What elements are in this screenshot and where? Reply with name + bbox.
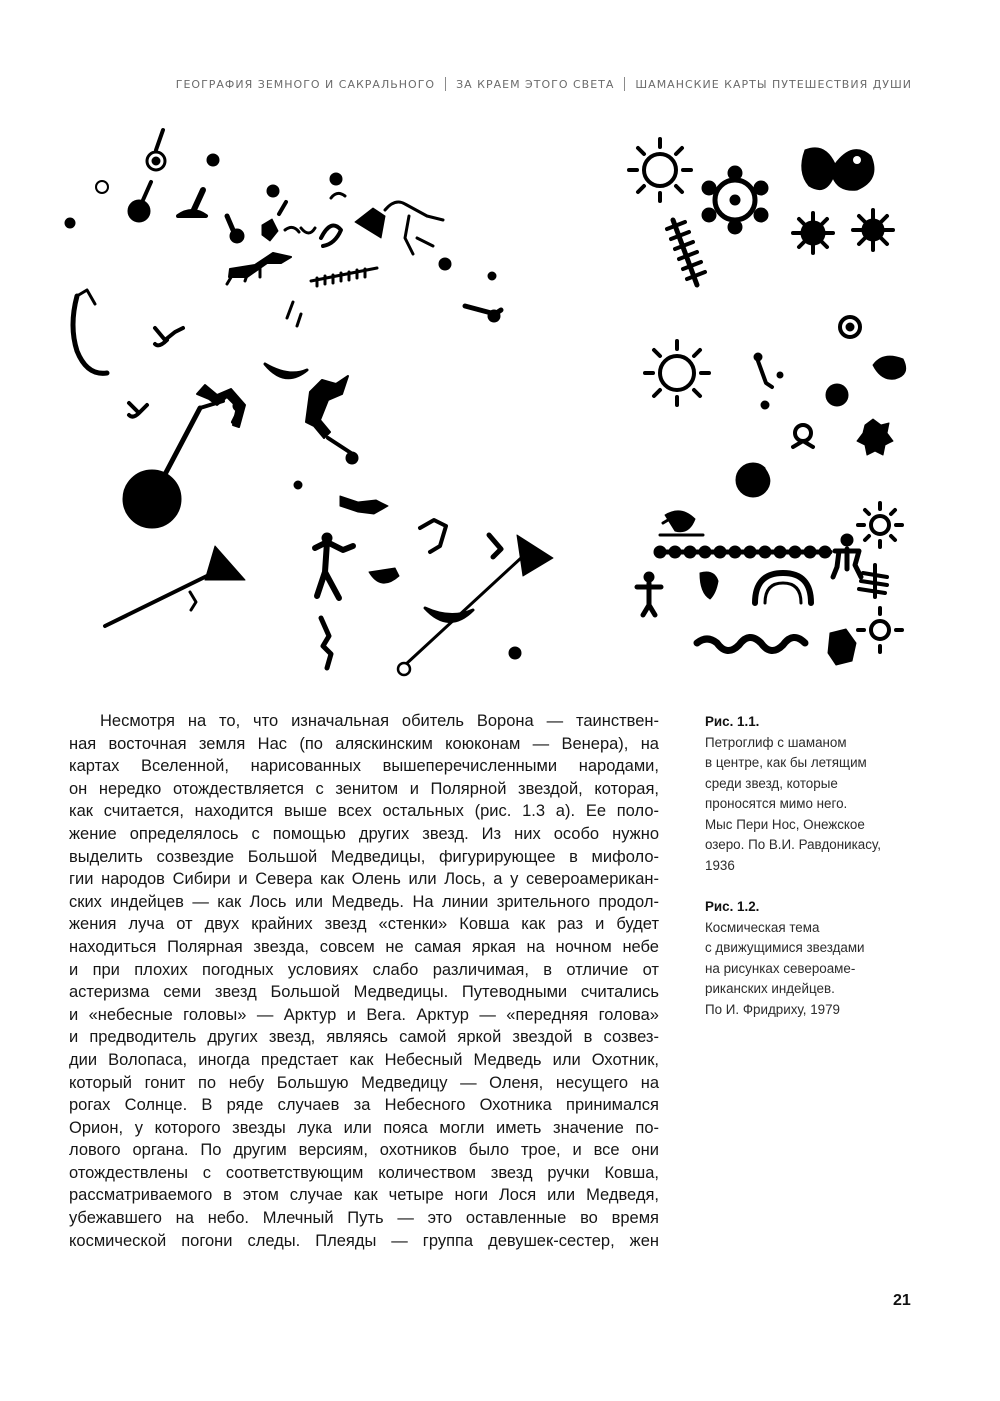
- body-line: рогах Солнце. В ряде случаев за Небесного Охотника принимался: [69, 1096, 659, 1115]
- caption-line: риканских индейцев.: [705, 981, 835, 996]
- body-line: Несмотря на то, что изначальная обитель Ворона — таинствен-: [100, 712, 659, 730]
- caption-line: среди звезд, которые: [705, 775, 838, 791]
- body-line: гии народов Сибири и Севера как Олень или Лось, а у североамерикан-: [69, 870, 659, 889]
- caption-line: Мыс Пери Нос, Онежское: [705, 816, 865, 832]
- body-line: рассматриваемого в этом случае как четыре ноги Лося или Медведя,: [69, 1186, 659, 1205]
- caption-title: Рис. 1.2.: [705, 899, 760, 914]
- caption-title: Рис. 1.1.: [705, 714, 760, 729]
- body-line: убежавшего на небо. Млечный Путь — это оставленные во время: [69, 1209, 659, 1228]
- caption-figure-1-2: [705, 897, 910, 1020]
- figure-1-1-petroglyph: [55, 118, 555, 688]
- body-line: лового органа. По другим версиям, охотников было трое, и все они: [69, 1141, 659, 1160]
- caption-line: 1936: [705, 857, 735, 873]
- body-line: ских индейцев — как Лось или Медведь. На линии зрительного продол-: [69, 892, 659, 911]
- header-divider: [445, 77, 446, 91]
- body-line: который гонит по небу Большую Медведицу — Оленя, несущего на: [69, 1073, 659, 1092]
- cosmic-drawings: [625, 125, 925, 680]
- caption-line: в центре, как бы летящим: [705, 755, 867, 770]
- body-line: космической погони следы. Плеяды — группа девушек-сестер, жен: [69, 1231, 659, 1250]
- caption-line: Петроглиф с шаманом: [705, 734, 847, 750]
- body-line: Орион, у которого звезды лука или пояса могли иметь значение по-: [69, 1118, 659, 1137]
- caption-line: проносятся мимо него.: [705, 796, 848, 811]
- page-number: 21: [893, 1292, 911, 1309]
- body-line: он нередко отождествляется с зенитом и Полярной звездой, которая,: [69, 779, 659, 798]
- header-section-shamanic-maps: ШАМАНСКИЕ КАРТЫ ПУТЕШЕСТВИЯ ДУШИ: [635, 78, 912, 91]
- body-line: жение определялось с помощью других звезд. Из них особо нужно: [69, 824, 659, 843]
- body-line: отождествлены с соответствующим количеством звезд ручки Ковша,: [69, 1163, 659, 1182]
- body-line: и «небесные головы» — Арктур и Вега. Арктур — «передняя голова»: [69, 1005, 659, 1024]
- caption-line: озеро. По В.И. Равдоникасу,: [705, 837, 881, 852]
- figure-1-2-cosmic-drawings: [625, 125, 925, 680]
- body-text: [69, 710, 659, 1252]
- caption-figure-1-1: [705, 712, 910, 876]
- body-line: картах Вселенной, нарисованных вышеперечисленными народами,: [69, 757, 659, 776]
- body-line: как считается, находится выше всех остальных (рис. 1.3 а). Ее поло-: [69, 802, 659, 821]
- body-line: и предводитель других звезд, являясь самой яркой звездой в созвез-: [69, 1028, 659, 1047]
- caption-line: с движущимися звездами: [705, 940, 865, 955]
- body-line: жения луча от двух крайних звезд «стенки» Ковша как раз и будет: [69, 915, 659, 934]
- body-line: находиться Полярная звезда, совсем не самая яркая на ночном небе: [69, 937, 659, 956]
- body-line: выделить созвездие Большой Медведицы, фигурирующее в мифоло-: [69, 847, 659, 866]
- body-line: астеризма семи звезд Большой Медведицы. Путеводными считались: [69, 983, 659, 1002]
- body-line: и при плохих погодных условиях слабо различимая, в отличие от: [69, 960, 659, 979]
- header-section-beyond: ЗА КРАЕМ ЭТОГО СВЕТА: [456, 78, 615, 91]
- header-section-geography: ГЕОГРАФИЯ ЗЕМНОГО И САКРАЛЬНОГО: [175, 78, 436, 91]
- header-divider: [624, 77, 625, 91]
- running-header: [176, 77, 912, 91]
- caption-line: Космическая тема: [705, 919, 820, 935]
- caption-line: По И. Фридриху, 1979: [705, 1001, 840, 1017]
- body-line: ная восточная земля Нас (по аляскинским коюконам — Венера), на: [69, 734, 659, 753]
- petroglyph-drawing: [55, 118, 555, 688]
- caption-line: на рисунках североаме-: [705, 960, 856, 976]
- body-line: дии Волопаса, иногда предстает как Небесный Медведь или Охотник,: [69, 1050, 659, 1069]
